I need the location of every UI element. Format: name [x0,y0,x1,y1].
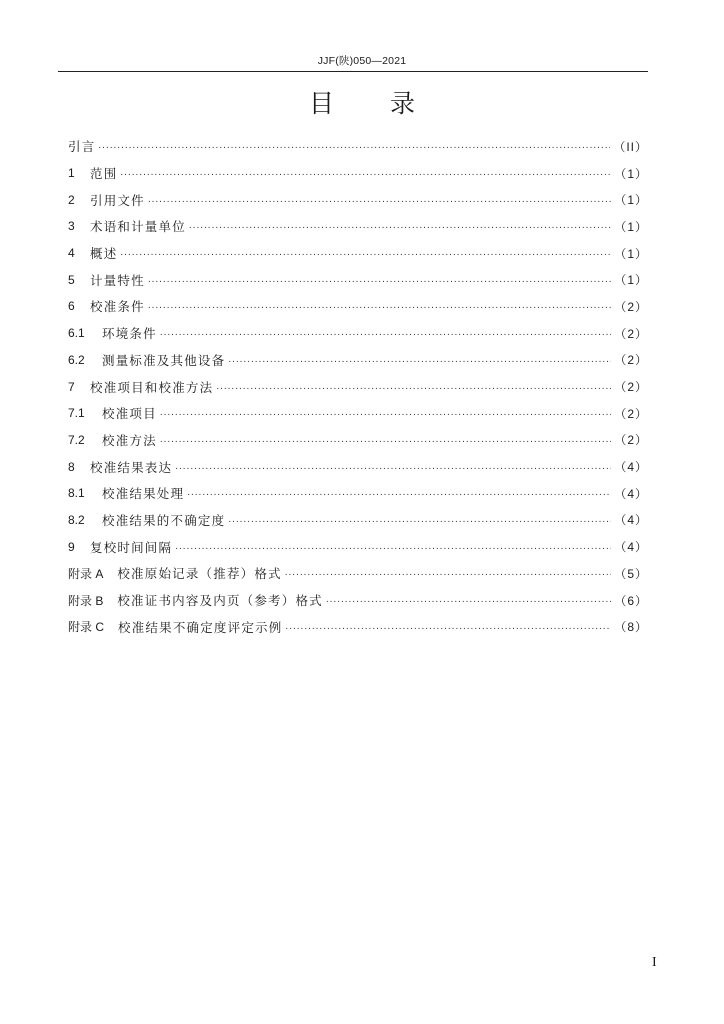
dot-leader [285,620,611,634]
toc-label: 校准结果不确定度评定示例 [118,619,283,635]
toc-label: 引用文件 [90,192,145,208]
header-rule [58,71,648,72]
toc-label: 范围 [90,166,118,182]
toc-entry[interactable] [68,400,648,427]
dot-leader [189,219,611,233]
toc-entry[interactable] [68,560,648,587]
toc-number: 7 [68,379,75,394]
toc-entry[interactable] [68,533,648,560]
toc-number: 7.2 [68,432,85,447]
toc-label: 校准项目和校准方法 [90,379,214,395]
toc-label: 术语和计量单位 [90,219,186,235]
toc-entry[interactable] [68,320,648,347]
toc-page: （2） [614,433,648,448]
dot-leader [120,166,611,180]
toc-entry[interactable] [68,480,648,507]
toc-number: 6 [68,299,75,314]
toc-page: （5） [614,566,648,581]
toc-label: 校准原始记录（推荐）格式 [117,566,282,582]
toc-label: 环境条件 [102,326,157,342]
toc-page: （4） [614,540,648,555]
toc-label: 概述 [90,246,118,262]
toc-number: 附录 A [68,566,104,581]
dot-leader [187,486,611,500]
toc-label: 校准证书内容及内页（参考）格式 [117,593,323,609]
page-number: I [652,955,657,970]
toc-number: 6.1 [68,326,85,341]
dot-leader [160,326,612,340]
toc-page: （8） [614,620,648,635]
toc-page: （1） [614,193,648,208]
table-of-contents [68,133,648,640]
toc-label: 校准结果表达 [90,459,173,475]
toc-number: 8 [68,459,75,474]
toc-number: 7.1 [68,406,85,421]
dot-leader [175,540,611,554]
toc-page: （2） [614,380,648,395]
toc-entry[interactable] [68,266,648,293]
toc-number: 6.2 [68,352,85,367]
toc-entry[interactable] [68,347,648,374]
toc-number: 2 [68,192,75,207]
toc-page: （4） [614,460,648,475]
toc-page: （1） [614,166,648,181]
toc-entry[interactable] [68,613,648,640]
toc-number: 5 [68,272,75,287]
toc-entry[interactable] [68,507,648,534]
toc-page: （2） [614,406,648,421]
toc-entry[interactable] [68,453,648,480]
dot-leader [175,460,611,474]
toc-number: 附录 C [68,620,105,635]
standard-code: JJF(陕)050—2021 [317,55,407,67]
toc-label: 校准方法 [102,432,157,448]
toc-page: （2） [614,326,648,341]
toc-page: （1） [614,219,648,234]
toc-label: 复校时间间隔 [90,539,173,555]
toc-label: 校准条件 [90,299,145,315]
toc-page: （4） [614,513,648,528]
toc-entry[interactable] [68,133,648,160]
toc-number: 1 [68,166,75,181]
toc-label: 校准结果的不确定度 [102,512,226,528]
toc-page: （II） [613,139,648,154]
toc-page: （4） [614,486,648,501]
toc-entry[interactable] [68,427,648,454]
dot-leader [98,139,610,153]
toc-label: 测量标准及其他设备 [102,352,226,368]
dot-leader [148,273,612,287]
toc-entry[interactable] [68,213,648,240]
dot-leader [148,193,612,207]
toc-entry[interactable] [68,373,648,400]
title-char-2: 录 [390,89,416,118]
toc-page: （6） [614,593,648,608]
toc-number: 8.2 [68,512,85,527]
dot-leader [160,406,612,420]
page-title [0,84,724,120]
title-char-1: 目 [308,89,334,118]
toc-page: （2） [614,299,648,314]
dot-leader [285,566,612,580]
toc-number: 4 [68,246,75,261]
toc-label: 校准结果处理 [102,486,185,502]
toc-page: （1） [614,273,648,288]
toc-number: 9 [68,539,75,554]
toc-number: 3 [68,219,75,234]
toc-entry[interactable] [68,186,648,213]
dot-leader [160,433,612,447]
toc-entry[interactable] [68,587,648,614]
toc-page: （2） [614,353,648,368]
dot-leader [228,353,611,367]
toc-number: 8.1 [68,486,85,501]
toc-entry[interactable] [68,160,648,187]
toc-label: 校准项目 [102,406,157,422]
toc-number: 附录 B [68,593,104,608]
dot-leader [120,246,611,260]
toc-page: （1） [614,246,648,261]
dot-leader [326,593,611,607]
toc-entry[interactable] [68,293,648,320]
toc-label: 引言 [68,139,96,155]
toc-entry[interactable] [68,240,648,267]
dot-leader [148,299,612,313]
dot-leader [216,380,611,394]
dot-leader [228,513,611,527]
toc-label: 计量特性 [90,272,145,288]
